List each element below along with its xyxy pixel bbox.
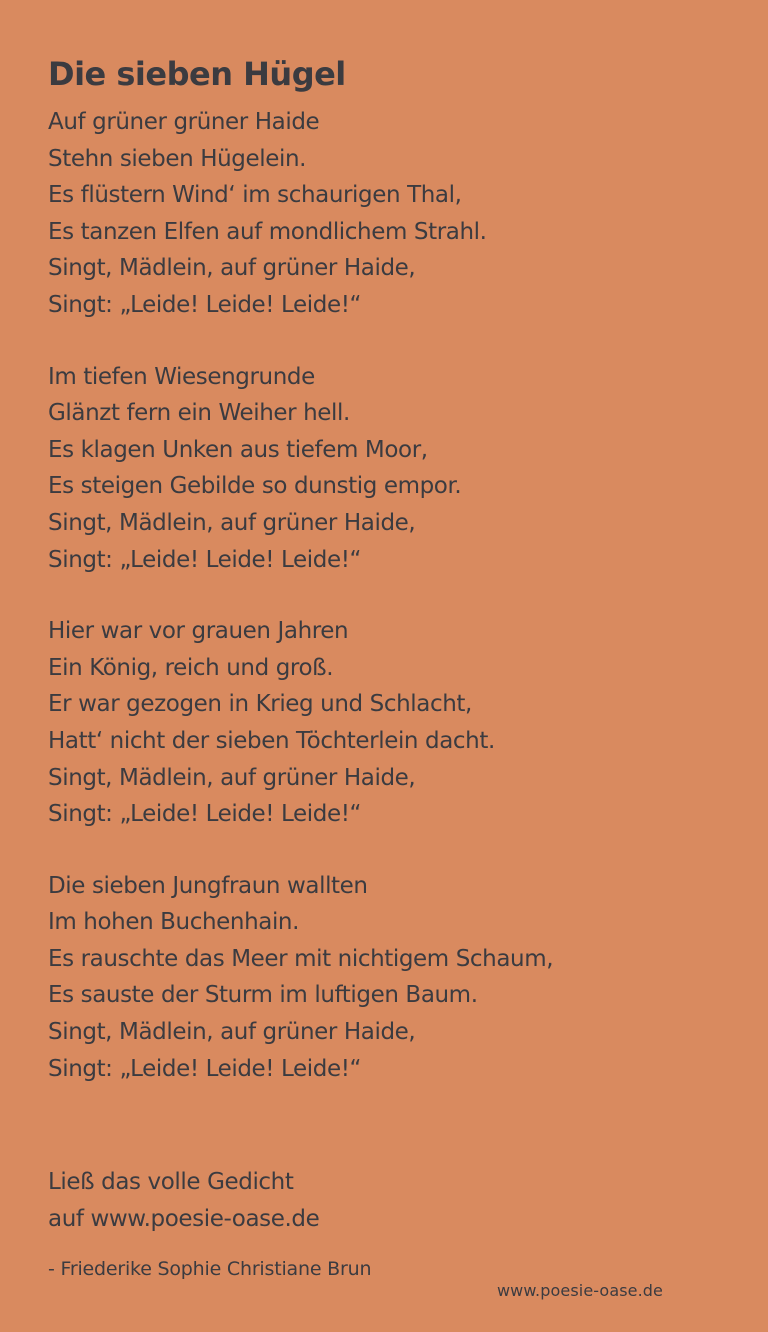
verse-line: Ein König, reich und groß. bbox=[48, 654, 334, 681]
read-full-poem-note bbox=[48, 1164, 319, 1238]
cta-line-2: auf www.poesie-oase.de bbox=[48, 1206, 320, 1232]
verse-line: Es steigen Gebilde so dunstig empor. bbox=[48, 473, 462, 500]
verse-line: Im hohen Buchenhain. bbox=[48, 909, 300, 936]
verse-line: Singt: „Leide! Leide! Leide!“ bbox=[48, 801, 362, 828]
verse-line: Es sauste der Sturm im luftigen Baum. bbox=[48, 982, 478, 1009]
verse-line: Im tiefen Wiesengrunde bbox=[48, 363, 315, 390]
verse-line: Singt, Mädlein, auf grüner Haide, bbox=[48, 764, 416, 791]
verse-line: Glänzt fern ein Weiher hell. bbox=[48, 400, 350, 427]
verse-line: Hatt‘ nicht der sieben Töchterlein dacht. bbox=[48, 727, 495, 754]
verse-line: Es flüstern Wind‘ im schaurigen Thal, bbox=[48, 182, 462, 209]
website-watermark: www.poesie-oase.de bbox=[496, 1281, 663, 1300]
verse-line: Singt: „Leide! Leide! Leide!“ bbox=[48, 546, 362, 573]
verse-line: Singt, Mädlein, auf grüner Haide, bbox=[48, 509, 416, 536]
verse-line: Singt, Mädlein, auf grüner Haide, bbox=[48, 255, 416, 282]
verse-line: Singt: „Leide! Leide! Leide!“ bbox=[48, 1055, 362, 1082]
cta-line-1: Ließ das volle Gedicht bbox=[48, 1169, 294, 1195]
verse-line: Es klagen Unken aus tiefem Moor, bbox=[48, 436, 428, 463]
stanza-4 bbox=[48, 868, 728, 1088]
verse-line: Die sieben Jungfraun wallten bbox=[48, 872, 368, 899]
poem-author: - Friederike Sophie Christiane Brun bbox=[48, 1258, 372, 1280]
verse-line: Hier war vor grauen Jahren bbox=[48, 618, 349, 645]
verse-line: Es rauschte das Meer mit nichtigem Schaum, bbox=[48, 945, 554, 972]
poem-container bbox=[48, 52, 728, 1122]
verse-line: Singt, Mädlein, auf grüner Haide, bbox=[48, 1019, 416, 1046]
stanza-2 bbox=[48, 359, 728, 579]
verse-line: Stehn sieben Hügelein. bbox=[48, 145, 307, 172]
stanza-1 bbox=[48, 104, 728, 324]
verse-line: Er war gezogen in Krieg und Schlacht, bbox=[48, 691, 472, 718]
verse-line: Singt: „Leide! Leide! Leide!“ bbox=[48, 291, 362, 318]
poem-title: Die sieben Hügel bbox=[48, 55, 346, 93]
stanza-3 bbox=[48, 613, 728, 833]
verse-line: Auf grüner grüner Haide bbox=[48, 109, 320, 135]
verse-line: Es tanzen Elfen auf mondlichem Strahl. bbox=[48, 218, 487, 245]
